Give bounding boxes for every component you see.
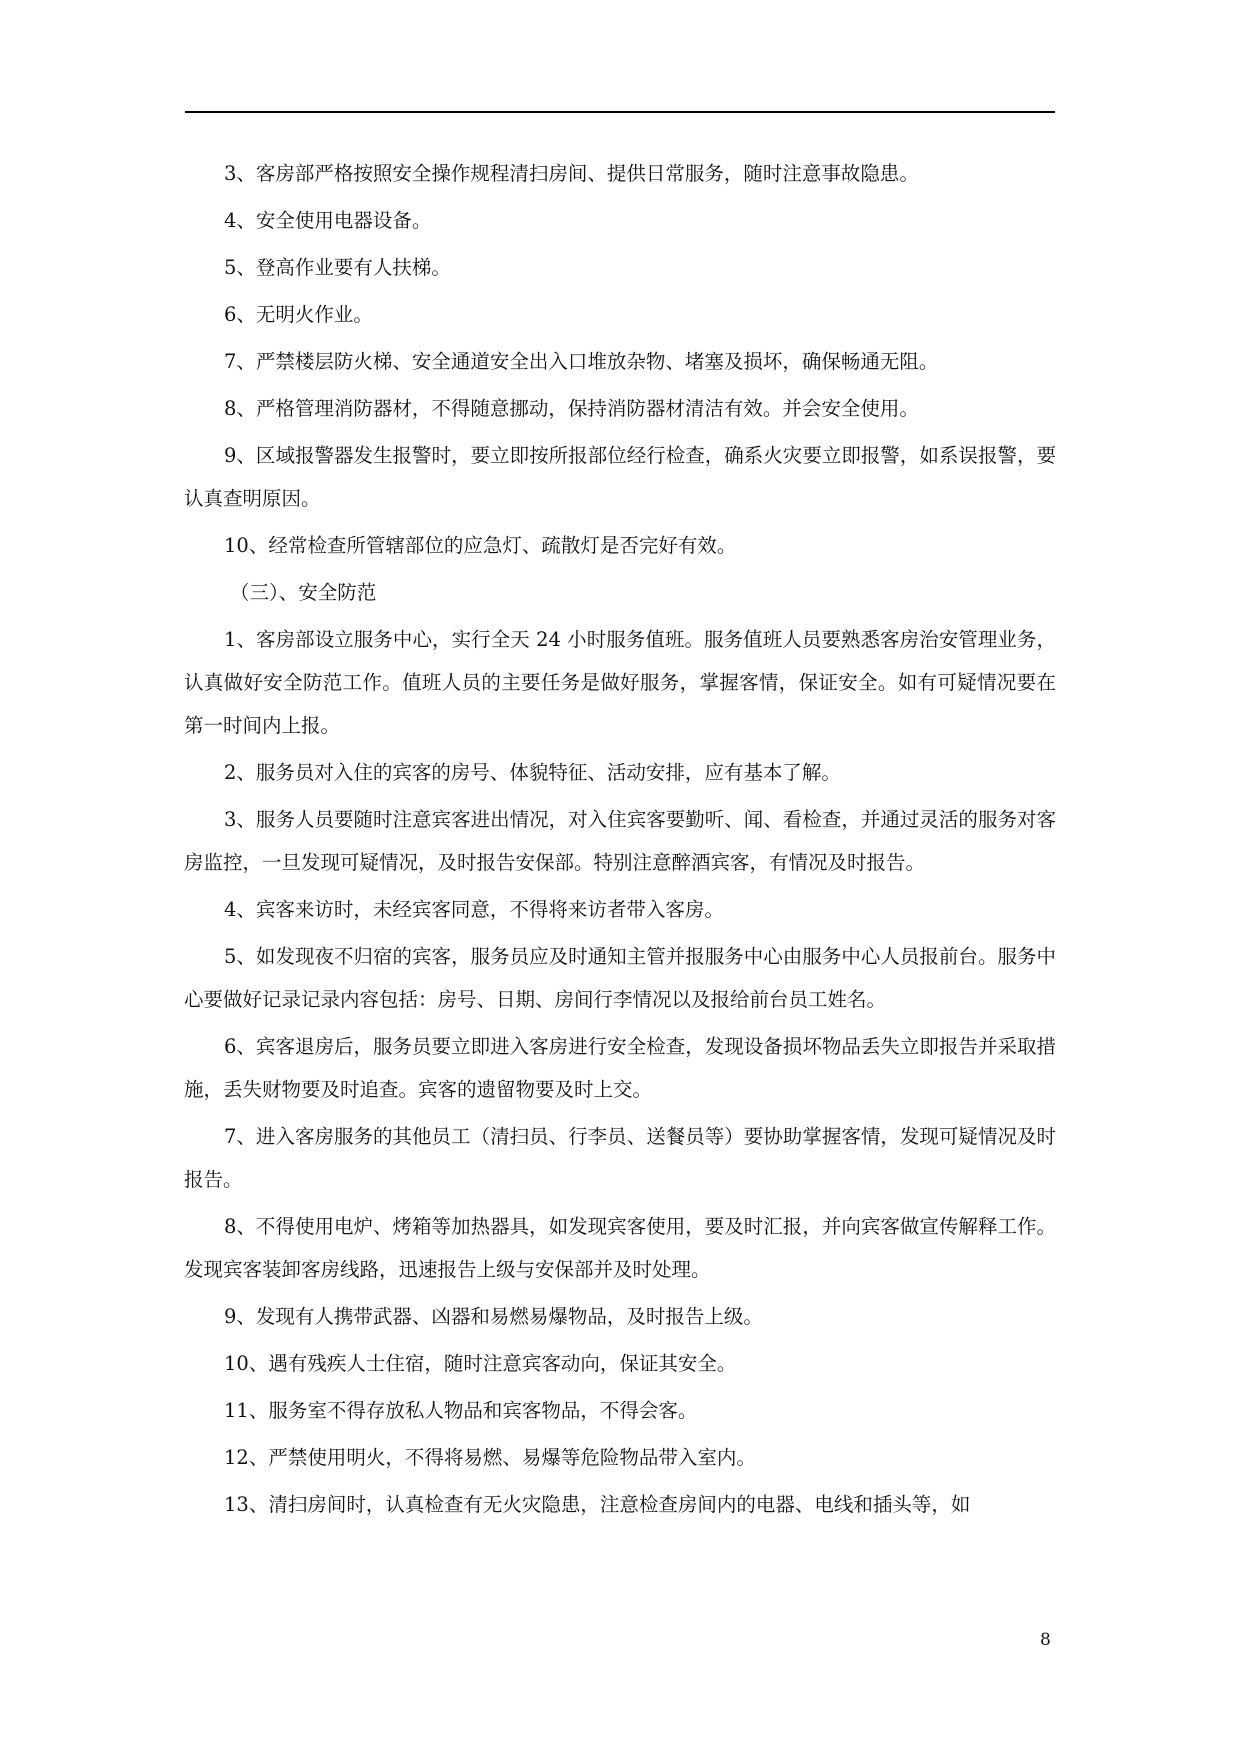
document-body xyxy=(184,152,1056,1530)
paragraph-item-6-no-flame: 6、无明火作业。 xyxy=(224,303,373,326)
paragraph-security-10: 10、遇有残疾人士住宿，随时注意宾客动向，保证其安全。 xyxy=(224,1352,737,1375)
paragraph-security-7: 7、进入客房服务的其他员工（清扫员、行李员、送餐员等）要协助掌握客情，发现可疑情况及时报告。 xyxy=(184,1125,1056,1191)
paragraph-security-4: 4、宾客来访时，未经宾客同意，不得将来访者带入客房。 xyxy=(224,898,724,921)
paragraph-security-5: 5、如发现夜不归宿的宾客，服务员应及时通知主管并报服务中心由服务中心人员报前台。服务中心要做好记录记录内容包括：房号、日期、房间行李情况以及报给前台员工姓名。 xyxy=(184,945,1056,1011)
paragraph-item-7-fire-exits: 7、严禁楼层防火梯、安全通道安全出入口堆放杂物、堵塞及损坏，确保畅通无阻。 xyxy=(224,350,939,373)
paragraph-security-2: 2、服务员对入住的宾客的房号、体貌特征、活动安排，应有基本了解。 xyxy=(224,761,841,784)
paragraph-item-8-extinguishers: 8、严格管理消防器材，不得随意挪动，保持消防器材清洁有效。并会安全使用。 xyxy=(224,397,919,420)
paragraph-security-6: 6、宾客退房后，服务员要立即进入客房进行安全检查，发现设备损坏物品丢失立即报告并采取措施，丢失财物要及时追查。宾客的遗留物要及时上交。 xyxy=(184,1035,1056,1101)
paragraph-item-5-ladder: 5、登高作业要有人扶梯。 xyxy=(224,256,451,279)
paragraph-item-4-electrical: 4、安全使用电器设备。 xyxy=(224,209,432,232)
paragraph-security-8: 8、不得使用电炉、烤箱等加热器具，如发现宾客使用，要及时汇报，并向宾客做宣传解释工作。发现宾客装卸客房线路，迅速报告上级与安保部并及时处理。 xyxy=(184,1215,1056,1281)
paragraph-security-3: 3、服务人员要随时注意宾客进出情况，对入住宾客要勤听、闻、看检查，并通过灵活的服务对客房监控，一旦发现可疑情况，及时报告安保部。特别注意醉酒宾客，有情况及时报告。 xyxy=(184,808,1056,874)
paragraph-item-3-cleaning: 3、客房部严格按照安全操作规程清扫房间、提供日常服务，随时注意事故隐患。 xyxy=(224,162,919,185)
paragraph-item-10-emergency-lights: 10、经常检查所管辖部位的应急灯、疏散灯是否完好有效。 xyxy=(224,534,737,557)
paragraph-security-9: 9、发现有人携带武器、凶器和易燃易爆物品，及时报告上级。 xyxy=(224,1305,763,1328)
header-rule xyxy=(185,111,1055,113)
paragraph-security-1: 1、客房部设立服务中心，实行全天 24 小时服务值班。服务值班人员要熟悉客房治安管理业务，认真做好安全防范工作。值班人员的主要任务是做好服务，掌握客情，保证安全。如有可疑情况要在第一时间内上报。 xyxy=(184,628,1056,737)
paragraph-security-13: 13、清扫房间时，认真检查有无火灾隐患，注意检查房间内的电器、电线和插头等，如 xyxy=(224,1493,971,1516)
paragraph-item-9-alarm: 9、区域报警器发生报警时，要立即按所报部位经行检查，确系火灾要立即报警，如系误报警，要认真查明原因。 xyxy=(184,444,1056,510)
paragraph-security-12: 12、严禁使用明火，不得将易燃、易爆等危险物品带入室内。 xyxy=(224,1446,756,1469)
paragraph-security-11: 11、服务室不得存放私人物品和宾客物品，不得会客。 xyxy=(224,1399,698,1422)
section-heading-security: （三）、安全防范 xyxy=(230,581,377,604)
page-number: 8 xyxy=(1040,1630,1051,1650)
